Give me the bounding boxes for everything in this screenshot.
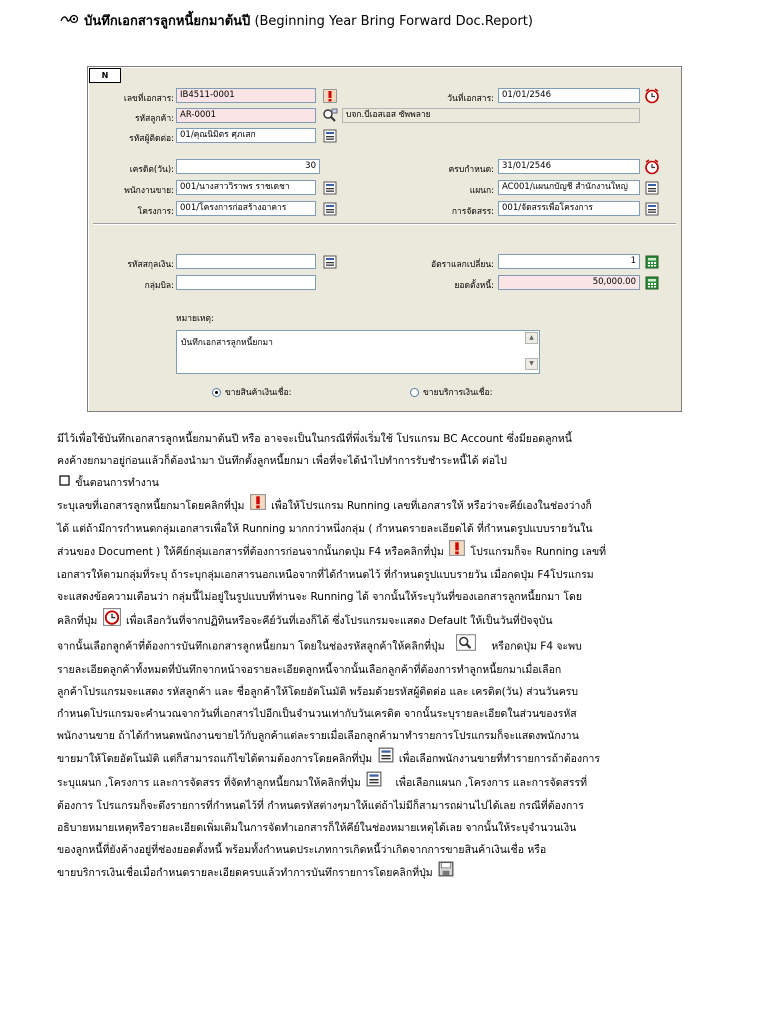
search-icon xyxy=(456,634,476,659)
text-line: ลูกค้าโปรแกรมจะแสดง รหัสลูกค้า และ ชื่อลูกค้าให้โดยอัตโนมัติ พร้อมด้วยรหัสผู้ติดต่อ และ เครดิต(วัน) ส่วนวันครบ xyxy=(57,686,579,698)
running-number-icon xyxy=(449,540,465,564)
radio-credit-goods-label: ขายสินค้าเงินเชื่อ: xyxy=(225,388,292,398)
memo-scrollbar[interactable] xyxy=(525,332,538,372)
save-disk-icon xyxy=(438,861,454,885)
currency-field[interactable] xyxy=(176,254,316,269)
calendar-button[interactable] xyxy=(644,88,660,103)
customer-search-button[interactable] xyxy=(322,108,338,123)
contact-label: รหัสผู้ติดต่อ: xyxy=(129,134,174,144)
form-divider xyxy=(93,223,676,225)
text-span: เพื่อเลือกแผนก ,โครงการ และการจัดสรรที่ xyxy=(395,777,588,789)
running-number-icon xyxy=(250,494,266,518)
due-date-field[interactable]: 31/01/2546 xyxy=(498,159,640,174)
scroll-up-icon[interactable]: ▲ xyxy=(525,332,538,344)
salesperson-label: พนักงานขาย: xyxy=(124,186,174,196)
page-title xyxy=(60,10,533,31)
memo-textarea[interactable] xyxy=(176,330,540,374)
text-line: จะแสดงข้อความเตือนว่า กลุ่มนี้ไม่อยู่ในรูปแบบที่ท่านจะ Running ได้ จากนั้นให้ระบุวันที่ของเอกสารลูกหนี้ยกมา โดย xyxy=(57,591,582,603)
currency-lookup-button[interactable] xyxy=(322,254,338,269)
text-line xyxy=(57,747,717,771)
currency-label: รหัสสกุลเงิน: xyxy=(127,260,174,270)
text-line xyxy=(57,540,717,564)
radio-credit-service[interactable] xyxy=(410,385,493,399)
text-span: จากนั้นเลือกลูกค้าที่ต้องการบันทึกเอกสารลูกหนี้ยกมา โดยในช่องรหัสลูกค้าให้คลิกที่ปุ่ม xyxy=(57,640,445,653)
text-line: เอกสารให้ตามกลุ่มที่ระบุ ถ้าระบุกลุ่มเอกสารนอกเหนือจากที่ได้กำหนดไว้ ที่กำหนดรูปแบบรายวัน เมื่อกดปุ่ม F4โปรแกรม xyxy=(57,569,594,581)
text-line: คงค้างยกมาอยู่ก่อนแล้วก็ต้องนำมา บันทึกตั้งลูกหนี้ยกมา เพื่อที่จะได้นำไปทำการรับชำระหนี้ได้ ต่อไป xyxy=(57,455,507,467)
balance-field[interactable]: 50,000.00 xyxy=(498,275,640,290)
project-lookup-button[interactable] xyxy=(322,201,338,216)
checkbox-bullet-icon xyxy=(59,472,70,494)
customer-code-field[interactable]: AR-0001 xyxy=(176,108,316,123)
title-english: (Beginning Year Bring Forward Doc.Report) xyxy=(254,14,533,29)
radio-credit-service-label: ขายบริการเงินเชื่อ: xyxy=(423,388,493,398)
bill-group-field[interactable] xyxy=(176,275,316,290)
due-date-label: ครบกำหนด: xyxy=(448,165,494,175)
doc-date-field[interactable]: 01/01/2546 xyxy=(498,88,640,103)
allocation-label: การจัดสรร: xyxy=(451,207,494,217)
exchange-rate-calculator-button[interactable] xyxy=(644,254,660,269)
text-line: พนักงานขาย ถ้าได้กำหนดพนักงานขายไว้กับลูกค้าแต่ละรายเมื่อเลือกลูกค้ามาทำรายการโปรแกรมก็จะแสดงพนักงาน xyxy=(57,730,579,742)
exchange-rate-label: อัตราแลกเปลี่ยน: xyxy=(431,260,494,270)
allocation-lookup-button[interactable] xyxy=(644,201,660,216)
ar-brought-forward-form xyxy=(87,66,682,412)
text-line: รายละเอียดลูกค้าทั้งหมดที่บันทึกจากหน้าจอรายละเอียดลูกหนี้จากนั้นเลือกลูกค้าที่ต้องการทำลูกหนี้ยกมาเมื่อเลือก xyxy=(57,664,562,676)
doc-no-field[interactable]: IB4511-0001 xyxy=(176,88,316,103)
credit-days-label: เครดิต(วัน): xyxy=(129,165,174,175)
credit-days-field[interactable]: 30 xyxy=(176,159,320,174)
calendar-icon xyxy=(103,608,121,634)
text-line: ของลูกหนี้ที่ยังค้างอยู่ที่ช่องยอดตั้งหนี้ พร้อมทั้งกำหนดประเภทการเกิดหนี้ว่าเกิดจากการขายสินค้าเงินเชื่อ หรือ xyxy=(57,844,547,856)
doc-no-label: เลขที่เอกสาร: xyxy=(123,94,174,104)
text-line: กำหนดโปรแกรมจะคำนวณจากวันที่เอกสารไปอีกเป็นจำนวนเท่ากับวันเครดิต จากนั้นระบุรายละเอียดในส่วนของรหัส xyxy=(57,708,577,720)
due-date-calendar-button[interactable] xyxy=(644,159,660,174)
text-span: ขายบริการเงินเชื่อเมื่อกำหนดรายละเอียดครบแล้วทำการบันทึกรายการโดยคลิกที่ปุ่ม xyxy=(57,867,433,879)
text-span: ขายมาให้โดยอัตโนมัติ แต่ก็สามารถแก้ไขได้ตามต้องการโดยคลิกที่ปุ่ม xyxy=(57,753,373,765)
intro-paragraph xyxy=(57,428,717,885)
text-span: เพื่อเลือกพนักงานขายที่ทำรายการถ้าต้องการ xyxy=(398,753,600,765)
text-span: คลิกที่ปุ่ม xyxy=(57,615,98,627)
text-line xyxy=(57,771,717,795)
bullet-icon xyxy=(60,13,80,29)
text-line xyxy=(57,861,717,885)
text-line xyxy=(57,634,717,659)
text-span: เพื่อให้โปรแกรม Running เลขที่เอกสารให้ หรือว่าจะคีย์เองในช่องว่างก็ xyxy=(271,500,592,512)
customer-name-field: บจก.บีเอสเอส ซัพพลาย xyxy=(342,108,640,123)
memo-text: บันทึกเอกสารลูกหนี้ยกมา xyxy=(181,338,273,348)
text-span: โปรแกรมก็จะ Running เลขที่ xyxy=(470,546,607,558)
step-heading-text: ขั้นตอนการทำงาน xyxy=(75,477,159,489)
text-span: ระบุเลขที่เอกสารลูกหนี้ยกมาโดยคลิกที่ปุ่ม xyxy=(57,500,245,512)
mode-indicator: N xyxy=(89,68,121,83)
project-field[interactable]: 001/โครงการก่อสร้างอาคาร xyxy=(176,201,316,216)
title-thai: บันทึกเอกสารลูกหนี้ยกมาต้นปี xyxy=(84,14,251,29)
running-number-button[interactable] xyxy=(322,88,338,103)
balance-calculator-button[interactable] xyxy=(644,275,660,290)
text-line: ได้ แต่ถ้ามีการกำหนดกลุ่มเอกสารเพื่อให้ Running มากกว่าหนึ่งกลุ่ม ( กำหนดรายละเอียดได้ ที่กำหนดรูปแบบรายวันใน xyxy=(57,523,593,535)
project-label: โครงการ: xyxy=(137,207,174,217)
text-line xyxy=(57,494,717,518)
contact-lookup-button[interactable] xyxy=(322,128,338,143)
text-span: ส่วนของ Document ) ให้คีย์กลุ่มเอกสารที่ต้องการก่อนจากนั้นกดปุ่ม F4 หรือคลิกที่ปุ่ม xyxy=(57,546,444,558)
radio-selected-icon xyxy=(212,388,221,397)
text-line: อธิบายหมายเหตุหรือรายละเอียดเพิ่มเติมในการจัดทำเอกสารก็ให้คีย์ในช่องหมายเหตุได้เลย จากนั้นให้ระบุจำนวนเงิน xyxy=(57,822,577,834)
radio-unselected-icon xyxy=(410,388,419,397)
text-line xyxy=(57,608,717,634)
exchange-rate-field[interactable]: 1 xyxy=(498,254,640,269)
allocation-field[interactable]: 001/จัดสรรเพื่อโครงการ xyxy=(498,201,640,216)
text-line: ต้องการ โปรแกรมก็จะดึงรายการที่กำหนดไว้ที่ กำหนดรหัสต่างๆมาให้แต่ถ้าไม่มีก็สามารถผ่านไปได้เลย กรณีที่ต้องการ xyxy=(57,800,584,812)
text-span: เพื่อเลือกวันที่จากปฏิทินหรือจะคีย์วันที่เองก็ได้ ซึ่งโปรแกรมจะแสดง Default ให้เป็นวันที่ปัจจุบัน xyxy=(126,615,553,627)
bill-group-label: กลุ่มบิล: xyxy=(144,281,174,291)
department-label: แผนก: xyxy=(469,186,494,196)
text-span: ระบุแผนก ,โครงการ และการจัดสรร ที่จัดทำลูกหนี้ยกมาให้คลิกที่ปุ่ม xyxy=(57,777,361,789)
department-field[interactable]: AC001/แผนกบัญชี สำนักงานใหญ่ xyxy=(498,180,640,195)
department-lookup-button[interactable] xyxy=(644,180,660,195)
memo-label: หมายเหตุ: xyxy=(176,314,214,324)
scroll-down-icon[interactable]: ▼ xyxy=(525,358,538,370)
customer-code-label: รหัสลูกค้า: xyxy=(134,114,174,124)
balance-label: ยอดตั้งหนี้: xyxy=(454,281,494,291)
step-heading xyxy=(57,472,717,494)
salesperson-lookup-button[interactable] xyxy=(322,180,338,195)
lookup-list-icon xyxy=(378,747,394,771)
lookup-list-icon xyxy=(366,771,382,795)
contact-field[interactable]: 01/คุณนิมิตร ศุภเสก xyxy=(176,128,316,143)
radio-credit-goods[interactable] xyxy=(212,385,292,399)
doc-date-label: วันที่เอกสาร: xyxy=(447,94,494,104)
salesperson-field[interactable]: 001/นางสาววิราพร ราชเดชา xyxy=(176,180,316,195)
text-span: หรือกดปุ่ม F4 จะพบ xyxy=(491,640,582,653)
text-line: มีไว้เพื่อใช้บันทึกเอกสารลูกหนี้ยกมาต้นปี หรือ อาจจะเป็นในกรณีที่พึ่งเริ่มใช้ โปรแกรม BC Account ซึ่งมียอดลูกหนี้ xyxy=(57,433,572,445)
